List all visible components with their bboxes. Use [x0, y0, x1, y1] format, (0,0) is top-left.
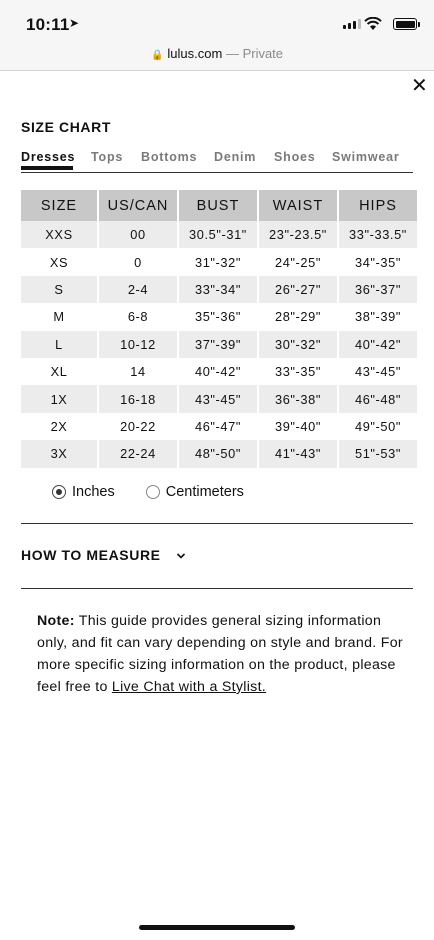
table-cell: 00 [99, 221, 177, 248]
inches-option[interactable] [52, 484, 115, 500]
table-cell: 1X [21, 385, 97, 412]
battery-icon [393, 18, 417, 30]
size-chart-title: SIZE CHART [21, 119, 111, 135]
tab-swimwear[interactable]: Swimwear [332, 150, 400, 164]
location-arrow-icon: ➤ [69, 16, 80, 30]
status-bar [0, 0, 434, 42]
table-row [21, 276, 417, 303]
table-cell: 31"-32" [179, 248, 257, 275]
tab-dresses[interactable]: Dresses [21, 150, 76, 164]
how-to-measure-toggle[interactable]: HOW TO MEASURE [21, 547, 161, 563]
table-cell: 28"-29" [259, 303, 337, 330]
table-cell: 49"-50" [339, 413, 417, 440]
divider [21, 588, 413, 589]
table-cell: 30.5"-31" [179, 221, 257, 248]
table-cell: 48"-50" [179, 440, 257, 467]
table-cell: 46"-47" [179, 413, 257, 440]
private-label: — Private [225, 46, 284, 61]
table-cell: 22-24 [99, 440, 177, 467]
cellular-signal-icon [343, 19, 361, 29]
table-row [21, 440, 417, 467]
note-body: This guide provides general sizing information only, and fit can vary depending on style and brand. For more specific sizing information on the product, please feel free to [37, 613, 403, 695]
table-cell: 43"-45" [179, 385, 257, 412]
table-cell: 16-18 [99, 385, 177, 412]
table-cell: M [21, 303, 97, 330]
table-cell: 38"-39" [339, 303, 417, 330]
table-row [21, 385, 417, 412]
table-cell: 23"-23.5" [259, 221, 337, 248]
table-row [21, 358, 417, 385]
table-cell: 30"-32" [259, 331, 337, 358]
table-row [21, 248, 417, 275]
table-cell: 2X [21, 413, 97, 440]
url-text: lulus.com [167, 46, 223, 61]
category-tabs [21, 150, 413, 173]
header-us-can: US/CAN [99, 190, 177, 221]
table-cell: S [21, 276, 97, 303]
table-cell: 37"-39" [179, 331, 257, 358]
tab-tops[interactable]: Tops [91, 150, 124, 164]
tab-shoes[interactable]: Shoes [274, 150, 316, 164]
size-table [19, 190, 419, 468]
tab-bottoms[interactable]: Bottoms [141, 150, 198, 164]
clock: 10:11 [26, 15, 70, 34]
header-hips: HIPS [339, 190, 417, 221]
note-label: Note: [37, 613, 75, 629]
table-row [21, 303, 417, 330]
table-cell: 26"-27" [259, 276, 337, 303]
table-cell: L [21, 331, 97, 358]
table-cell: 2-4 [99, 276, 177, 303]
table-cell: 41"-43" [259, 440, 337, 467]
table-cell: 36"-37" [339, 276, 417, 303]
table-cell: 34"-35" [339, 248, 417, 275]
inches-radio[interactable] [52, 485, 66, 499]
table-cell: 40"-42" [179, 358, 257, 385]
table-cell: XXS [21, 221, 97, 248]
inches-label: Inches [72, 484, 115, 500]
lock-icon: 🔒 [150, 50, 164, 61]
centimeters-radio[interactable] [146, 485, 160, 499]
table-cell: 14 [99, 358, 177, 385]
table-cell: 46"-48" [339, 385, 417, 412]
table-cell: XS [21, 248, 97, 275]
live-chat-link[interactable]: Live Chat with a Stylist. [111, 679, 267, 695]
header-size: SIZE [21, 190, 97, 221]
header-bust: BUST [179, 190, 257, 221]
close-icon[interactable]: ✕ [411, 75, 428, 97]
table-cell: 39"-40" [259, 413, 337, 440]
table-header-row [21, 190, 417, 221]
table-cell: 24"-25" [259, 248, 337, 275]
chevron-down-icon[interactable] [176, 551, 186, 561]
table-cell: 40"-42" [339, 331, 417, 358]
table-cell: 20-22 [99, 413, 177, 440]
centimeters-option[interactable] [146, 484, 244, 500]
table-cell: 0 [99, 248, 177, 275]
table-row [21, 413, 417, 440]
table-cell: 6-8 [99, 303, 177, 330]
wifi-icon [364, 17, 382, 31]
unit-selector [52, 484, 244, 500]
header-waist: WAIST [259, 190, 337, 221]
table-cell: 33"-35" [259, 358, 337, 385]
centimeters-label: Centimeters [165, 484, 244, 500]
table-cell: 43"-45" [339, 358, 417, 385]
table-row [21, 331, 417, 358]
table-cell: 33"-33.5" [339, 221, 417, 248]
url-bar[interactable] [0, 42, 434, 71]
table-cell: 10-12 [99, 331, 177, 358]
table-cell: 33"-34" [179, 276, 257, 303]
table-row [21, 221, 417, 248]
home-indicator [139, 925, 295, 930]
table-cell: XL [21, 358, 97, 385]
table-cell: 51"-53" [339, 440, 417, 467]
tab-denim[interactable]: Denim [214, 150, 257, 164]
divider [21, 523, 413, 524]
table-cell: 36"-38" [259, 385, 337, 412]
note-text [37, 610, 407, 698]
table-cell: 35"-36" [179, 303, 257, 330]
table-cell: 3X [21, 440, 97, 467]
